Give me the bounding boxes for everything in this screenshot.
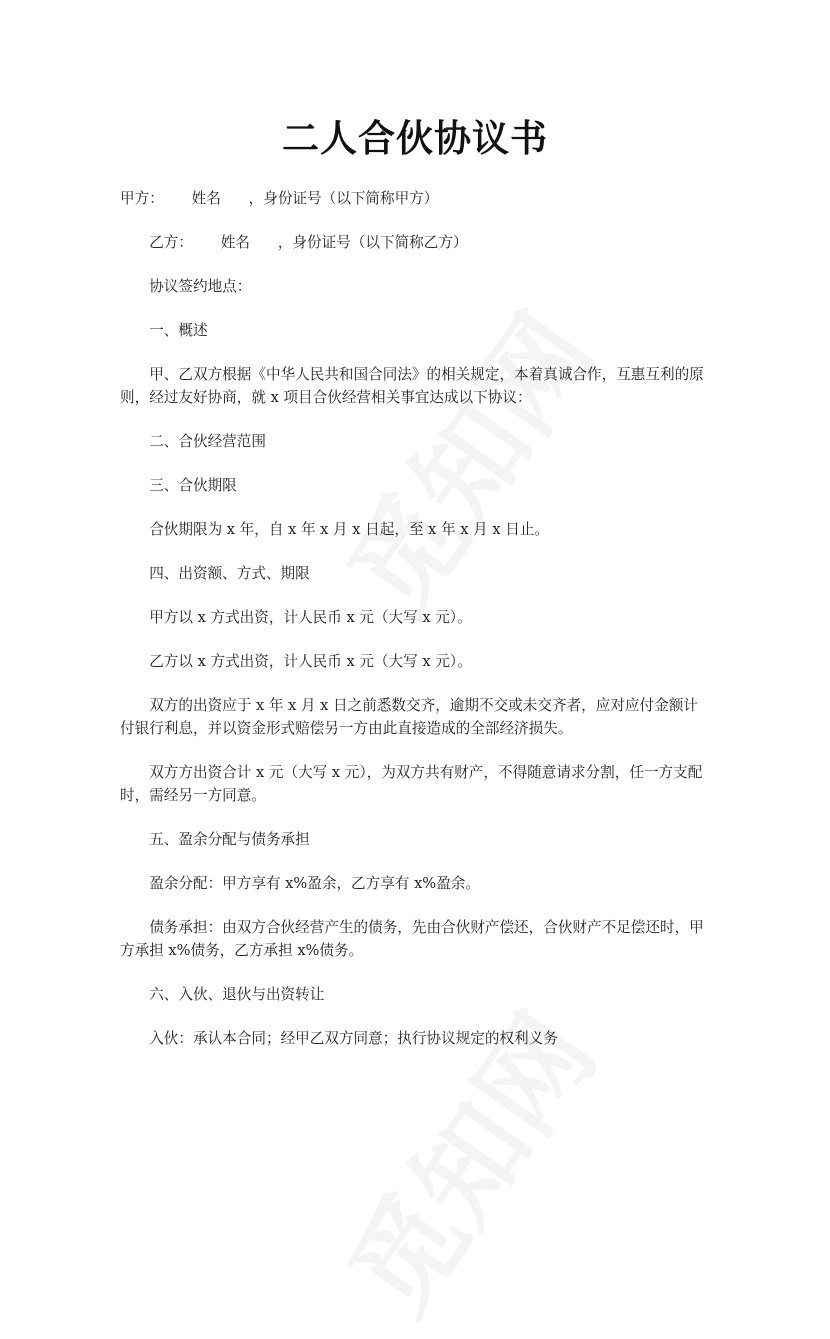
paragraph: 入伙：承认本合同；经甲乙双方同意；执行协议规定的权利义务 [149, 1030, 558, 1047]
section-heading: 四、出资额、方式、期限 [149, 565, 310, 582]
paragraph: 双方方出资合计 x 元（大写 x 元），为双方共有财产，不得随意请求分割，任一方支配时，需经另一方同意。 [120, 764, 703, 804]
paragraph: 盈余分配：甲方享有 x%盈余，乙方享有 x%盈余。 [149, 875, 480, 892]
section-heading: 六、入伙、退伙与出资转让 [149, 986, 325, 1003]
paragraph: 乙方以 x 方式出资，计人民币 x 元（大写 x 元）。 [149, 653, 472, 670]
paragraph: 甲、乙双方根据《中华人民共和国合同法》的相关规定，本着真诚合作，互惠互利的原则，经过友好协商，就 x 项目合伙经营相关事宜达成以下协议： [120, 366, 704, 406]
section-heading: 二、合伙经营范围 [149, 433, 266, 450]
paragraph: 合伙期限为 x 年，自 x 年 x 月 x 日起，至 x 年 x 月 x 日止。 [149, 521, 550, 538]
document-title: 二人合伙协议书 [282, 116, 548, 160]
document-body [120, 187, 712, 1071]
paragraph: 债务承担：由双方合伙经营产生的债务，先由合伙财产偿还，合伙财产不足偿还时，甲方承担 x%债务，乙方承担 x%债务。 [120, 919, 704, 959]
signing-location: 协议签约地点： [149, 278, 252, 295]
section-heading: 一、概述 [149, 322, 208, 339]
section-heading: 三、合伙期限 [149, 477, 237, 494]
party-a-line: 甲方： 姓名 ，身份证号（以下简称甲方） [120, 190, 439, 207]
paragraph: 甲方以 x 方式出资，计人民币 x 元（大写 x 元）。 [149, 609, 472, 626]
paragraph: 双方的出资应于 x 年 x 月 x 日之前悉数交齐，逾期不交或未交齐者，应对应付金额计付银行利息，并以资金形式赔偿另一方由此直接造成的全部经济损失。 [120, 697, 698, 737]
section-heading: 五、盈余分配与债务承担 [149, 831, 310, 848]
party-b-line: 乙方： 姓名 ，身份证号（以下简称乙方） [149, 234, 468, 251]
